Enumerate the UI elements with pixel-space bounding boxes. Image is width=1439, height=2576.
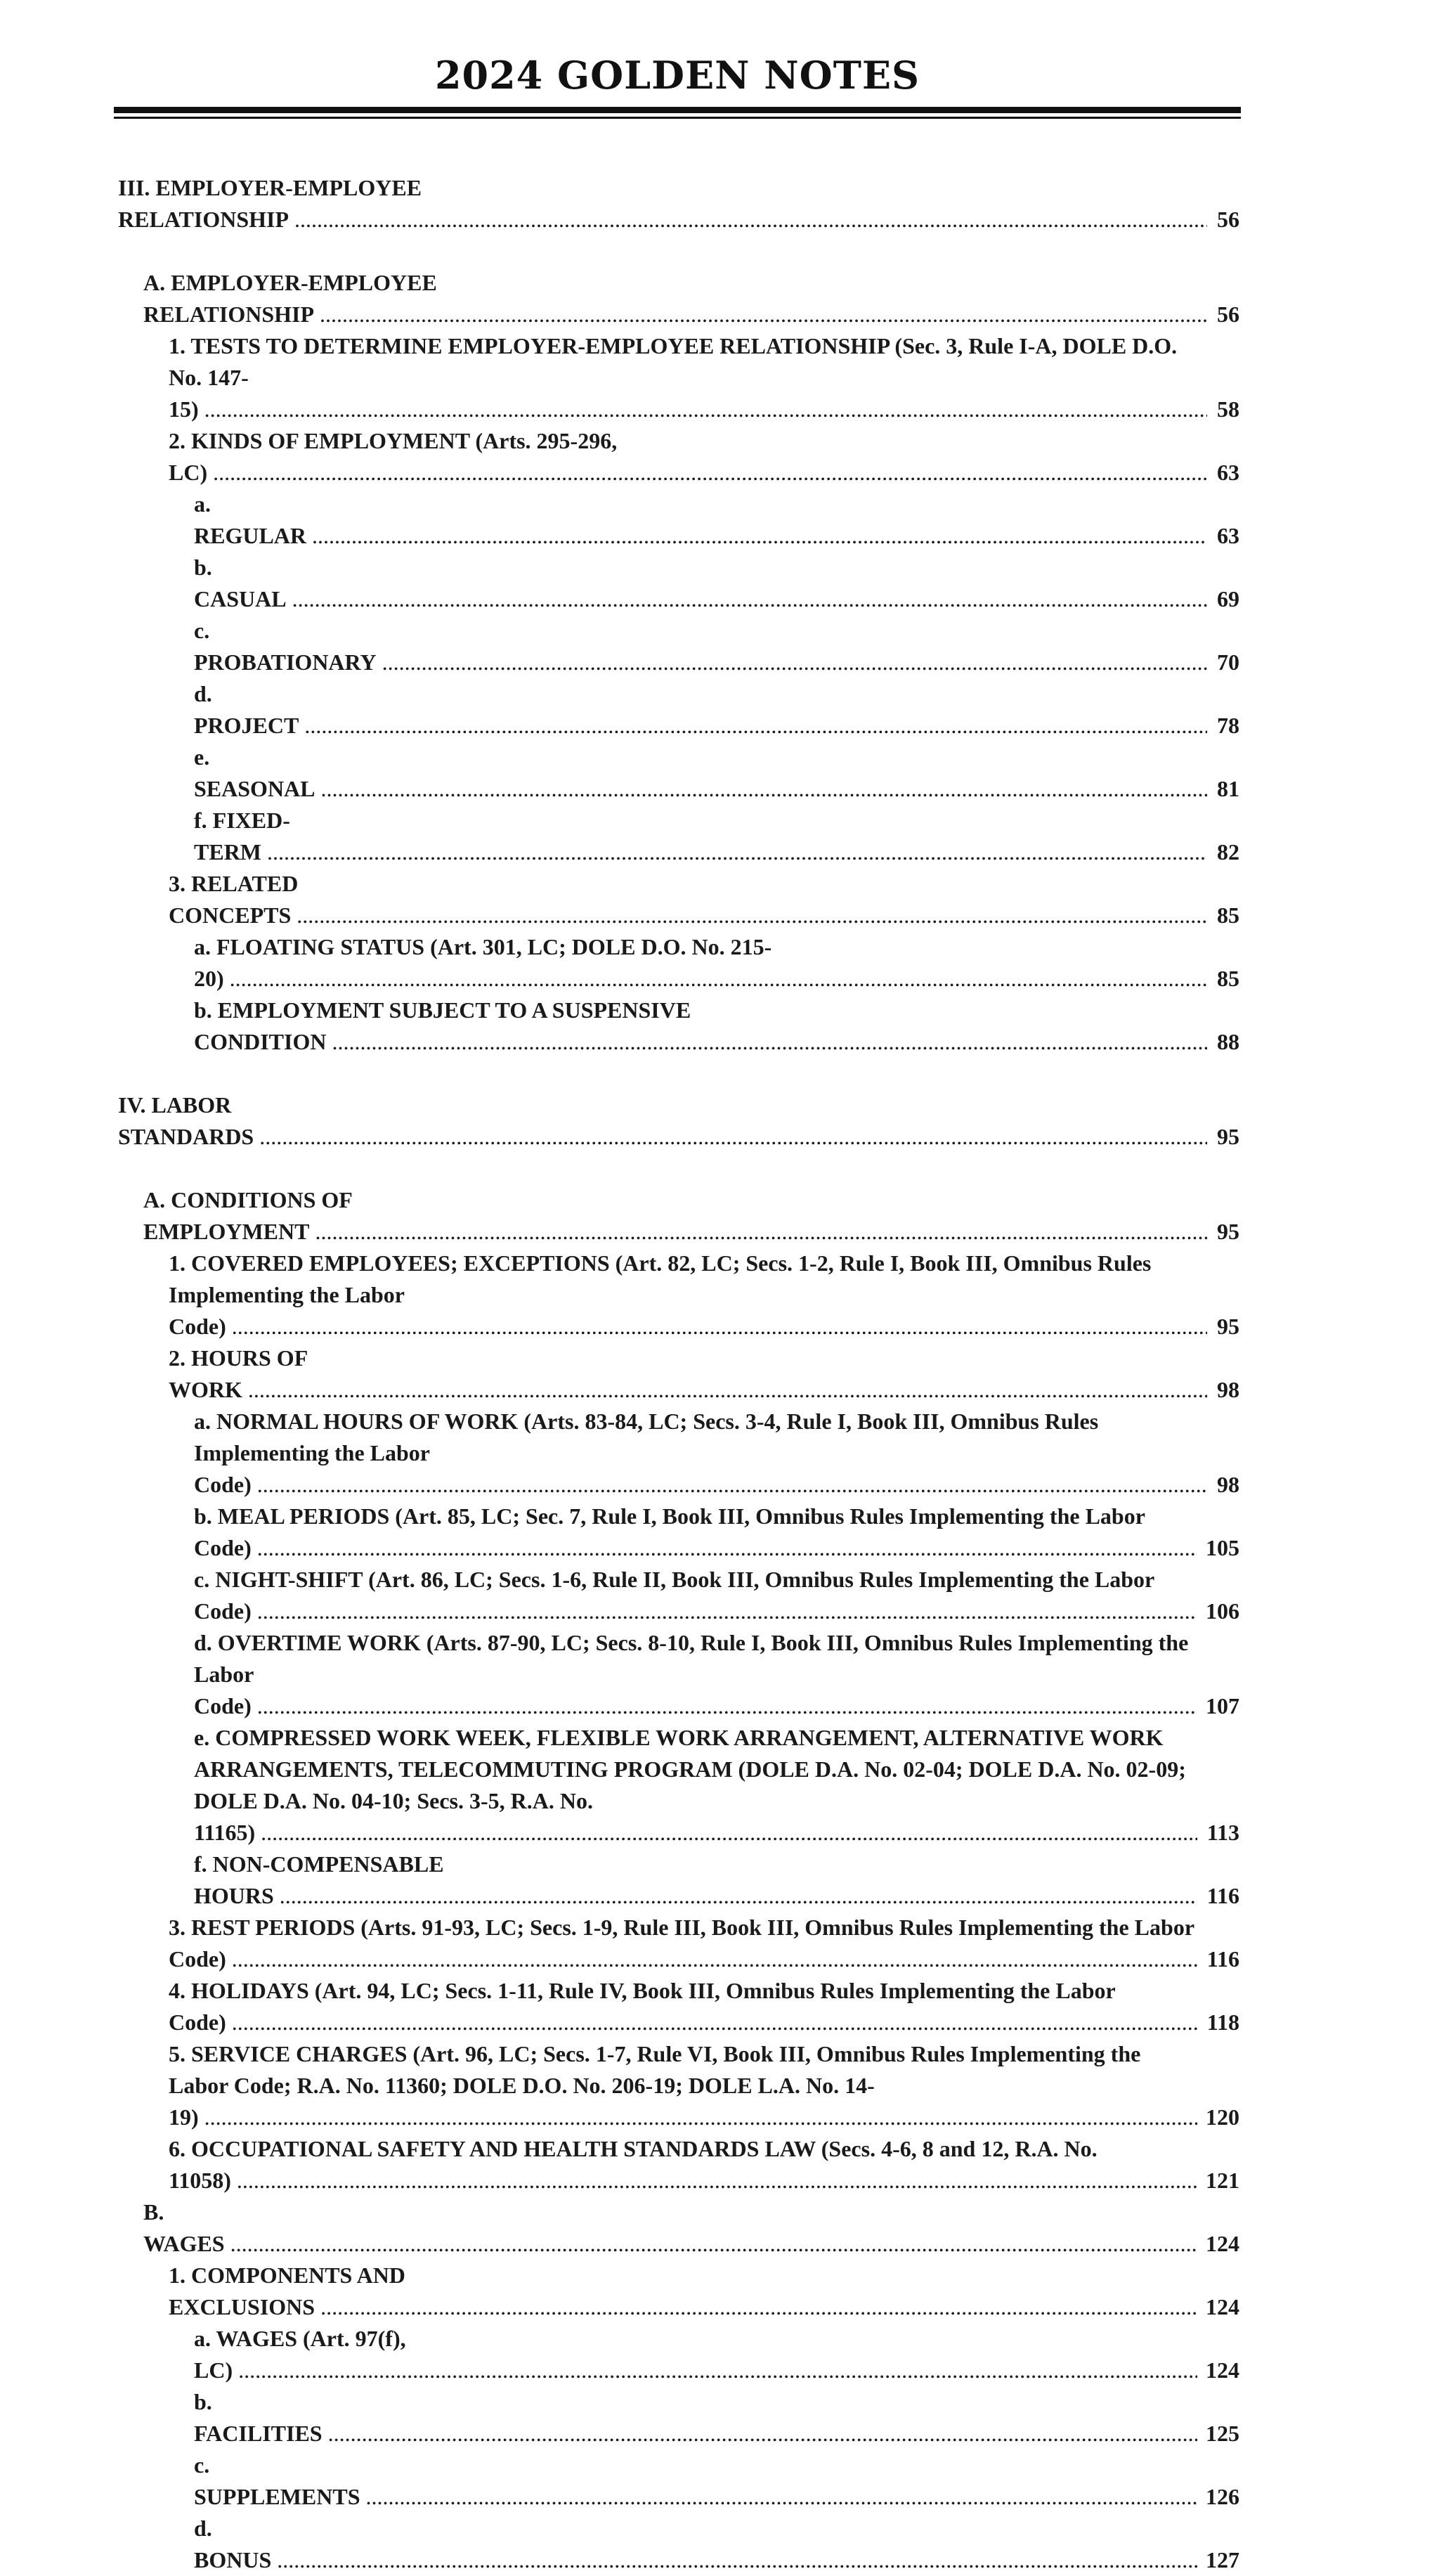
toc-entry-title: f. NON-COMPENSABLE HOURS ..... (194, 1849, 1197, 1912)
toc-entry-page-number: 58 (1216, 394, 1239, 425)
toc-entry[interactable] (143, 267, 1239, 330)
toc-entry-page-number: 63 (1216, 520, 1239, 552)
toc-entry-page-number: 69 (1216, 583, 1239, 615)
toc-entry-page-number: 78 (1216, 710, 1239, 742)
toc-entry-title: c. SUPPLEMENTS ..... (194, 2449, 1197, 2513)
toc-entry-title: 3. REST PERIODS (Arts. 91-93, LC; Secs. 1-9, Rule III, Book III, Omnibus Rules Implementing the Labor Code) ..... (169, 1912, 1197, 1975)
toc-entry-title: d. BONUS ..... (194, 2513, 1197, 2576)
toc-entry[interactable] (194, 1849, 1239, 1912)
page-title: 2024 GOLDEN NOTES (434, 53, 920, 98)
toc-entry-title: 3. RELATED CONCEPTS ..... (169, 868, 1207, 931)
toc-entry[interactable] (194, 2513, 1239, 2576)
toc-entry-title: b. CASUAL ..... (194, 552, 1207, 615)
toc-entry[interactable] (194, 1722, 1239, 1849)
toc-entry[interactable] (194, 615, 1239, 678)
toc-entry[interactable] (194, 742, 1239, 805)
toc-entry-page-number: 121 (1204, 2165, 1239, 2196)
toc-entry-title: a. WAGES (Art. 97(f), LC) ..... (194, 2323, 1197, 2386)
toc-entry-title: 4. HOLIDAYS (Art. 94, LC; Secs. 1-11, Rule IV, Book III, Omnibus Rules Implementing the Labor Code) ..... (169, 1975, 1197, 2038)
toc-entry-page-number: 120 (1204, 2102, 1239, 2133)
toc-entry-page-number: 107 (1204, 1690, 1239, 1722)
header-rule-thin (114, 117, 1241, 119)
toc-entry[interactable] (169, 1342, 1239, 1406)
toc-entry-title: 2. KINDS OF EMPLOYMENT (Arts. 295-296, LC) ..... (169, 425, 1207, 488)
toc-entry[interactable] (169, 2038, 1239, 2133)
toc-entry[interactable] (169, 1248, 1239, 1342)
toc-entry-title: e. COMPRESSED WORK WEEK, FLEXIBLE WORK ARRANGEMENT, ALTERNATIVE WORK ARRANGEMENTS, TELECOMMUTING PROGRAM (DOLE D.A. No. 02-04; DOLE D.A. No. 02-09; DOLE D.A. No. 04-10; Secs. 3-5, R.A. No. 11165) ..... (194, 1722, 1197, 1849)
toc-entry-title: 5. SERVICE CHARGES (Art. 96, LC; Secs. 1-7, Rule VI, Book III, Omnibus Rules Implementing the Labor Code; R.A. No. 11360; DOLE D.O. No. 206-19; DOLE L.A. No. 14-19) ..... (169, 2038, 1197, 2133)
toc-entry-title: e. SEASONAL ..... (194, 742, 1207, 805)
page-header (114, 51, 1241, 100)
toc-entry[interactable] (194, 2386, 1239, 2449)
toc-entry[interactable] (118, 172, 1239, 235)
toc-entry-page-number: 98 (1216, 1469, 1239, 1501)
toc-entry[interactable] (169, 1975, 1239, 2038)
toc-entry-title: b. EMPLOYMENT SUBJECT TO A SUSPENSIVE CONDITION ..... (194, 995, 1207, 1058)
toc-entry[interactable] (169, 330, 1239, 425)
toc-entry-title: c. PROBATIONARY ..... (194, 615, 1207, 678)
toc-entry-title: f. FIXED-TERM ..... (194, 805, 1207, 868)
toc-entry-page-number: 85 (1216, 963, 1239, 995)
toc-entry-title: d. OVERTIME WORK (Arts. 87-90, LC; Secs. 8-10, Rule I, Book III, Omnibus Rules Implementing the Labor Code) ..... (194, 1627, 1197, 1722)
table-of-contents (118, 172, 1239, 2576)
toc-entry-page-number: 56 (1216, 299, 1239, 330)
toc-entry[interactable] (169, 2260, 1239, 2323)
toc-entry-page-number: 124 (1204, 2228, 1239, 2260)
toc-entry[interactable] (169, 2133, 1239, 2196)
toc-entry-page-number: 116 (1206, 1880, 1239, 1912)
toc-entry-page-number: 124 (1204, 2355, 1239, 2386)
toc-entry[interactable] (169, 868, 1239, 931)
toc-entry[interactable] (194, 2449, 1239, 2513)
toc-entry[interactable] (194, 1501, 1239, 1564)
toc-entry[interactable] (169, 425, 1239, 488)
toc-entry-title: 1. TESTS TO DETERMINE EMPLOYER-EMPLOYEE RELATIONSHIP (Sec. 3, Rule I-A, DOLE D.O. No. 147-15) ..... (169, 330, 1207, 425)
toc-entry[interactable] (143, 2196, 1239, 2260)
toc-entry-page-number: 70 (1216, 647, 1239, 678)
toc-entry-page-number: 81 (1216, 773, 1239, 805)
toc-entry-title: a. NORMAL HOURS OF WORK (Arts. 83-84, LC; Secs. 3-4, Rule I, Book III, Omnibus Rules Implementing the Labor Code) ..... (194, 1406, 1207, 1501)
toc-entry[interactable] (194, 552, 1239, 615)
toc-entry[interactable] (143, 1184, 1239, 1248)
toc-entry-title: 1. COVERED EMPLOYEES; EXCEPTIONS (Art. 82, LC; Secs. 1-2, Rule I, Book III, Omnibus Rules Implementing the Labor Code) ..... (169, 1248, 1207, 1342)
toc-entry[interactable] (194, 995, 1239, 1058)
toc-entry-title: b. MEAL PERIODS (Art. 85, LC; Sec. 7, Rule I, Book III, Omnibus Rules Implementing the Labor Code) ..... (194, 1501, 1197, 1564)
toc-entry-page-number: 126 (1204, 2481, 1239, 2513)
toc-entry-title: a. REGULAR ..... (194, 488, 1207, 552)
toc-entry-page-number: 124 (1204, 2291, 1239, 2323)
toc-entry-page-number: 113 (1206, 1817, 1239, 1849)
toc-entry-title: A. EMPLOYER-EMPLOYEE RELATIONSHIP ..... (143, 267, 1207, 330)
toc-entry-page-number: 105 (1204, 1532, 1239, 1564)
toc-entry-page-number: 125 (1204, 2418, 1239, 2449)
toc-entry-title: A. CONDITIONS OF EMPLOYMENT ..... (143, 1184, 1207, 1248)
toc-entry-page-number: 56 (1216, 204, 1239, 235)
toc-entry-title: a. FLOATING STATUS (Art. 301, LC; DOLE D.O. No. 215-20) ..... (194, 931, 1207, 995)
toc-entry-title: 2. HOURS OF WORK ..... (169, 1342, 1207, 1406)
toc-entry[interactable] (194, 805, 1239, 868)
toc-entry-page-number: 95 (1216, 1216, 1239, 1248)
toc-entry[interactable] (194, 1564, 1239, 1627)
toc-entry-page-number: 98 (1216, 1374, 1239, 1406)
toc-entry-page-number: 106 (1204, 1596, 1239, 1627)
toc-entry[interactable] (194, 2323, 1239, 2386)
toc-entry-title: 6. OCCUPATIONAL SAFETY AND HEALTH STANDARDS LAW (Secs. 4-6, 8 and 12, R.A. No. 11058) ..... (169, 2133, 1197, 2196)
toc-entry-title: c. NIGHT-SHIFT (Art. 86, LC; Secs. 1-6, Rule II, Book III, Omnibus Rules Implementing the Labor Code) ..... (194, 1564, 1197, 1627)
toc-entry[interactable] (194, 678, 1239, 742)
toc-entry-page-number: 118 (1206, 2007, 1239, 2038)
toc-entry-title: 1. COMPONENTS AND EXCLUSIONS ..... (169, 2260, 1197, 2323)
toc-entry[interactable] (194, 931, 1239, 995)
toc-entry-title: IV. LABOR STANDARDS ..... (118, 1089, 1207, 1153)
toc-entry-title: B. WAGES ..... (143, 2196, 1197, 2260)
toc-entry-page-number: 85 (1216, 900, 1239, 931)
toc-entry[interactable] (169, 1912, 1239, 1975)
toc-entry-page-number: 95 (1216, 1311, 1239, 1342)
toc-entry-page-number: 127 (1204, 2544, 1239, 2576)
toc-entry[interactable] (194, 488, 1239, 552)
toc-entry-title: d. PROJECT ..... (194, 678, 1207, 742)
toc-entry[interactable] (194, 1627, 1239, 1722)
toc-entry[interactable] (194, 1406, 1239, 1501)
toc-entry-title: b. FACILITIES ..... (194, 2386, 1197, 2449)
toc-entry-title: III. EMPLOYER-EMPLOYEE RELATIONSHIP ..... (118, 172, 1207, 235)
toc-entry-page-number: 95 (1216, 1121, 1239, 1153)
toc-entry-page-number: 88 (1216, 1026, 1239, 1058)
header-rule-thick (114, 107, 1241, 113)
toc-entry-page-number: 63 (1216, 457, 1239, 488)
toc-entry[interactable] (118, 1089, 1239, 1153)
toc-entry-page-number: 82 (1216, 836, 1239, 868)
toc-entry-page-number: 116 (1206, 1943, 1239, 1975)
